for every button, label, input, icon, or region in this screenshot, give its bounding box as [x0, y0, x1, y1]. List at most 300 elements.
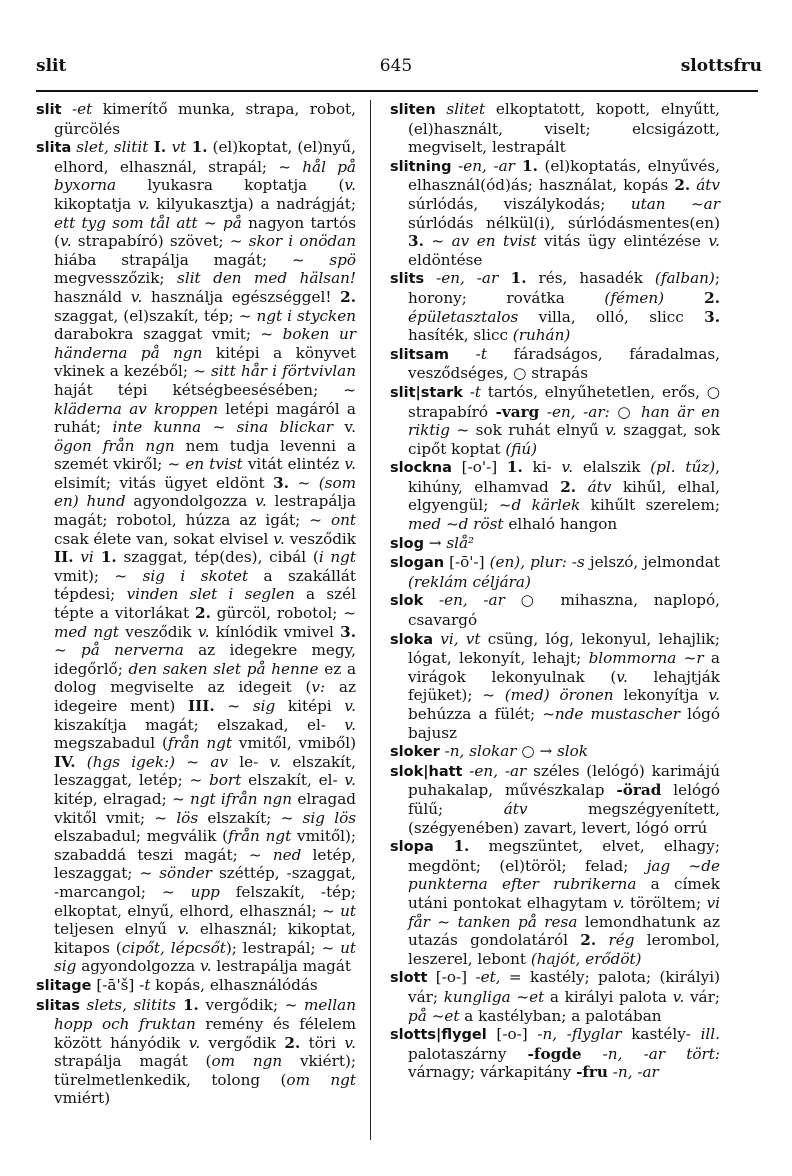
definition-text: ~ — [423, 232, 452, 251]
bold-marker: 3. — [704, 307, 720, 326]
definition-text: a címek utáni pontokat elhagytam — [408, 875, 720, 912]
italic-text: v. — [344, 697, 356, 715]
italic-text: av en tvist — [451, 232, 537, 251]
italic-text: v. — [344, 176, 356, 195]
italic-text: v. — [273, 529, 285, 548]
headword: slotts|flygel — [390, 1027, 487, 1044]
dictionary-entry — [390, 630, 720, 743]
dictionary-entry — [390, 762, 720, 837]
definition-text: csüng, lóg, lekonyul, lehajlik; lógat, lekonyít, lehajt; — [408, 629, 720, 668]
definition-text: megszégyenített, (szégyenében) zavart, levert, lógó orrú — [408, 799, 720, 837]
dictionary-entry — [390, 742, 720, 762]
definition-text: tartós, elnyűhetetlen, erős, ○ strapabíró — [408, 382, 720, 421]
definition-text: elkoptatott, kopott, elnyűtt, (el)használt, viselt; elcsigázott, megviselt, lestrapált — [408, 100, 720, 157]
definition-text: használd — [54, 287, 131, 306]
headword: sloka — [390, 631, 433, 648]
definition-text: kimerítő munka, strapa, robot, gürcölés — [54, 100, 356, 138]
definition-text: lehajtják fejüket); ~ — [408, 667, 720, 705]
definition-text: (el)koptatás, elnyűvés, elhasznál(ód)ás; használat, kopás — [408, 156, 720, 195]
bold-marker: 2. — [580, 931, 597, 950]
definition-text: lerombol, leszerel, lebont — [408, 931, 720, 968]
italic-text: boken ur händerna på ngn — [54, 325, 356, 362]
definition-text: vitát elintéz — [242, 455, 345, 474]
italic-text: -t — [139, 975, 151, 994]
bold-marker: 1. — [93, 548, 117, 567]
bold-marker: 3. — [408, 232, 424, 251]
definition-text: az idegekre megy, idegőrlő; — [54, 641, 356, 678]
italic-text: -en, -ar — [462, 761, 527, 780]
definition-text: elszakít, el- — [241, 771, 345, 790]
italic-text: blommorna ~r — [588, 649, 704, 668]
definition-text: agyondolgozza — [76, 957, 200, 976]
italic-text: épületasztalos — [408, 307, 519, 326]
definition-text — [76, 753, 87, 771]
headword: slogan — [390, 555, 445, 572]
definition-text: széles (lelógó) karimájú puhakalap, művészkalap — [408, 761, 720, 800]
italic-text: v. — [605, 421, 617, 440]
bold-marker: 2. — [284, 1033, 301, 1052]
headword: slok — [390, 593, 424, 610]
definition-text: vkiért); türelmetlenkedik, tolong ( — [54, 1052, 356, 1089]
italic-text: kungliga ~et — [443, 987, 545, 1006]
dictionary-entry — [36, 976, 356, 996]
dictionary-entry — [390, 100, 720, 157]
definition-text: lekonyítja — [613, 686, 709, 705]
definition-text: teljesen elnyű — [54, 920, 178, 939]
italic-text: (pl. tűz) — [650, 458, 716, 477]
bold-marker: 1. — [186, 138, 208, 157]
headword: slitning — [390, 158, 452, 175]
italic-text: om ngn — [211, 1052, 283, 1071]
italic-text: en tvist — [185, 455, 243, 474]
definition-text: strapabíró) szövet; ~ — [71, 232, 249, 251]
definition-text: fáradságos, fáradalmas, vesződséges, ○ strapás — [408, 344, 720, 383]
definition-text: elsimít; vitás ügyet eldönt — [54, 473, 274, 492]
definition-text: szaggat, tép(des), cibál ( — [116, 548, 319, 567]
definition-text: kopás, elhasználódás — [150, 975, 318, 994]
definition-text: haját tépi kétségbeesésében; ~ — [54, 380, 356, 399]
italic-text: från ngt — [167, 734, 233, 753]
definition-text: [-o-] — [486, 1025, 538, 1044]
definition-text: vmitől); szabaddá teszi magát; ~ — [54, 827, 356, 864]
definition-text: kastély- — [621, 1025, 701, 1044]
definition-text: ~ — [289, 473, 319, 492]
italic-text: slit den med hälsan! — [177, 269, 357, 288]
italic-text: i ngt — [318, 548, 356, 567]
italic-text: -s — [571, 553, 585, 572]
definition-text: = kastély; palota; (királyi) vár; — [408, 968, 720, 1006]
bold-marker: 3. — [340, 622, 357, 641]
dictionary-entry — [390, 345, 720, 383]
definition-text: elszakít; ~ — [198, 808, 303, 827]
definition-text: v. — [333, 418, 356, 437]
definition-text: → — [423, 533, 447, 552]
italic-text: vt — [171, 138, 187, 157]
bold-marker: III. — [188, 697, 215, 715]
italic-text: slok — [557, 742, 588, 761]
bold-marker: IV. — [54, 752, 76, 771]
italic-text: hål på byxorna — [54, 157, 356, 195]
definition-text: [-ā'š] — [91, 975, 140, 994]
definition-text: behúzza a fülét; — [408, 705, 543, 723]
headword: slits — [390, 271, 425, 288]
italic-text: spö — [329, 250, 356, 269]
right-column — [390, 100, 720, 1082]
italic-text: v. — [130, 287, 143, 306]
definition-text: várnagy; várkapitány — [408, 1063, 577, 1082]
definition-text: vmitől, vmiből) — [232, 734, 356, 753]
bold-marker: -fogde — [527, 1044, 582, 1063]
definition-text: [-o-] — [427, 968, 476, 987]
definition-text: remény és félelem között hányódik — [54, 1015, 357, 1052]
bold-marker: -fru — [576, 1063, 608, 1082]
italic-text: (med) öronen — [504, 686, 614, 705]
definition-text: csak élete van, sokat elvisel — [54, 529, 274, 548]
italic-text: (hgs igek:) — [86, 752, 176, 771]
headword: slott — [390, 970, 428, 987]
definition-text: a szél tépte a vitorlákat — [54, 585, 356, 623]
italic-text: v. — [672, 987, 685, 1006]
italic-text: v. — [269, 752, 282, 771]
italic-text: ett tyg som tål att ~ på — [54, 213, 242, 232]
definition-text: szaggat, (el)szakít, tép; ~ — [54, 306, 257, 325]
italic-text: (falban) — [654, 269, 715, 288]
italic-text: -n, -ar — [607, 1063, 659, 1082]
definition-text: ez a dolog megviselte az idegeit ( — [54, 659, 356, 697]
dictionary-entry — [390, 157, 720, 270]
italic-text: inte kunna ~ sina blickar — [112, 418, 333, 437]
italic-text: sig i skotet — [142, 566, 249, 585]
italic-text: (reklám céljára) — [408, 572, 531, 591]
definition-text: darabokra szaggat vmit; ~ — [54, 325, 283, 344]
italic-text: -n, -ar — [581, 1044, 666, 1063]
italic-text: ~d kärlek — [498, 496, 581, 515]
italic-text: kläderna av kroppen — [54, 399, 218, 418]
bold-marker: 2. — [560, 477, 577, 496]
italic-text: lös — [176, 808, 199, 827]
italic-text: vi — [80, 548, 94, 567]
italic-text: ngt i stycken — [256, 306, 356, 325]
italic-text: v. — [344, 455, 356, 474]
definition-text: strapálja magát ( — [54, 1052, 212, 1071]
italic-text: slitet — [435, 100, 486, 118]
definition-text — [576, 478, 588, 496]
dictionary-entry — [390, 968, 720, 1025]
italic-text: -t — [462, 382, 481, 401]
bold-marker: 1. — [506, 458, 523, 477]
italic-text: -et — [61, 100, 93, 118]
headword: slit — [36, 102, 62, 118]
italic-text: ont — [330, 511, 356, 530]
italic-text: rég — [608, 931, 635, 950]
definition-text: kínlódik vmivel — [209, 622, 341, 641]
headword: slitas — [36, 997, 80, 1014]
italic-text: sig lös — [302, 808, 357, 827]
definition-text: a virágok lekonyulnak ( — [408, 649, 720, 686]
definition-text: letépi magáról a ruhát; — [54, 399, 356, 437]
definition-text: eldöntése — [408, 250, 483, 269]
headword: slita — [36, 140, 72, 157]
italic-text: sitt hår i förtvivlan — [210, 362, 356, 381]
definition-text: ~ — [214, 697, 253, 715]
italic-text: (en), plur: — [489, 553, 567, 572]
definition-text: vergődik — [200, 1033, 285, 1052]
definition-text: ; horony; rovátka — [408, 269, 720, 307]
definition-text: kitépi a könyvet vkinek a kezéből; ~ — [54, 343, 356, 381]
definition-text: letép, leszaggat; ~ — [54, 845, 356, 883]
bold-marker: 2. — [674, 176, 691, 195]
italic-text: v. — [708, 686, 720, 705]
definition-text: lógó bajusz — [408, 705, 720, 742]
italic-text: utan ~ar — [630, 194, 720, 213]
italic-text: skor i onödan — [248, 232, 356, 251]
italic-text: tört: — [686, 1044, 720, 1063]
italic-text: v. — [59, 232, 72, 251]
bold-marker: II. — [54, 548, 74, 567]
dictionary-entry — [390, 383, 720, 458]
definition-text: a szakállát tépdesi; — [54, 566, 356, 604]
definition-text: súrlódás, viszálykodás; — [408, 194, 631, 213]
definition-text: hasíték, slicc — [408, 326, 513, 345]
definition-text: súrlódás nélkül(i), súrlódásmentes(en) — [408, 213, 720, 232]
italic-text: ill. — [700, 1025, 720, 1044]
bold-marker: 3. — [273, 473, 289, 492]
italic-text: v. — [177, 920, 190, 939]
definition-text: a királyi palota — [544, 987, 673, 1006]
italic-text: (fiú) — [505, 439, 538, 458]
italic-text: (fémen) — [604, 288, 665, 307]
italic-text: av — [210, 752, 228, 771]
definition-text: ki- — [522, 458, 562, 477]
definition-text: elszabadul; megválik ( — [54, 827, 229, 846]
definition-text: palotaszárny — [408, 1044, 528, 1063]
definition-text: hiába strapálja magát; ~ — [54, 250, 330, 269]
definition-text: vitás ügy elintézése — [536, 232, 709, 251]
definition-text: rés, hasadék — [526, 269, 655, 288]
italic-text: vi får ~ tanken på resa — [408, 893, 721, 931]
italic-text: v. — [612, 893, 625, 912]
italic-text: med ngt — [54, 622, 119, 641]
dictionary-entry — [390, 1025, 720, 1082]
definition-text: elragad vkitől vmit; ~ — [54, 789, 356, 827]
italic-text: bort — [209, 771, 242, 790]
definition-text: nem tudja levenni a szemét vkiről; ~ — [54, 436, 356, 474]
definition-text: jelszó, jelmondat — [584, 553, 720, 572]
italic-text: -t — [449, 344, 487, 363]
italic-text: v. — [708, 232, 720, 251]
definition-text: megszabadul ( — [54, 734, 168, 753]
definition-text: villa, olló, slicc — [518, 307, 705, 326]
italic-text: om ngt — [286, 1070, 356, 1089]
definition-text: szaggat, sok cipőt koptat — [408, 421, 721, 458]
italic-text: -n, slokar — [439, 742, 517, 761]
page-number: 645 — [379, 56, 413, 76]
definition-text: elhaló hangon — [503, 515, 618, 534]
definition-text: ~ — [54, 641, 82, 660]
italic-text: v: — [311, 678, 326, 697]
headword: slog — [390, 535, 424, 552]
definition-text: kitépi — [275, 697, 345, 715]
dictionary-entry — [390, 534, 720, 554]
headword: sloker — [390, 744, 440, 761]
italic-text: slets, slitits — [79, 995, 176, 1014]
italic-text: upp — [190, 882, 220, 901]
definition-text: nagyon tartós ( — [54, 213, 356, 251]
column-divider — [370, 100, 371, 1140]
italic-text: v. — [344, 1033, 356, 1052]
dictionary-entry — [36, 100, 356, 138]
definition-text: ); lestrapál; ~ — [225, 938, 341, 957]
bold-marker: 1. — [498, 269, 527, 288]
headword: sliten — [390, 102, 436, 118]
definition-text: [-ō'-] — [444, 553, 490, 572]
bold-marker: 1. — [433, 837, 470, 856]
dictionary-entry — [390, 553, 720, 591]
italic-text: -en, -ar — [423, 591, 505, 610]
italic-text: v. — [199, 957, 212, 976]
header-rule — [36, 90, 758, 92]
italic-text: han är en riktig ~ — [408, 402, 720, 440]
headword: slitsam — [390, 346, 450, 363]
italic-text: slå² — [446, 533, 475, 552]
definition-text: kikoptatja — [54, 194, 139, 213]
bold-marker: 1. — [514, 156, 538, 175]
italic-text: sig — [252, 697, 276, 715]
italic-text: från ngt — [228, 827, 292, 846]
bold-marker: 2. — [340, 287, 356, 306]
headword: slitage — [36, 977, 92, 994]
italic-text: den saken slet på henne — [128, 659, 319, 678]
definition-text: ~ — [175, 752, 211, 771]
italic-text: v. — [616, 667, 628, 686]
italic-text: sönder — [159, 864, 212, 883]
bold-marker: I. — [148, 138, 172, 157]
definition-text: lyukasra koptatja ( — [116, 176, 345, 195]
italic-text: -en, -ar — [424, 269, 499, 288]
headword: slopa — [390, 839, 434, 856]
dictionary-entry — [390, 458, 720, 533]
dictionary-entry — [36, 138, 356, 976]
definition-text: ○ → — [516, 742, 557, 761]
italic-text: ngt ifrån ngn — [190, 789, 293, 808]
italic-text: -n, -flyglar — [537, 1025, 622, 1044]
bold-marker: 2. — [664, 288, 720, 307]
definition-text: kiszakítja magát; elszakad, el- — [54, 715, 345, 734]
definition-text: elszakít, leszaggat, letép; ~ — [54, 752, 357, 790]
definition-text: megvesszőzik; — [54, 269, 178, 288]
italic-text: jag ~de punkterna efter rubrikerna — [408, 856, 720, 894]
definition-text: elalszik — [573, 458, 651, 477]
italic-text: (som en) hund — [54, 473, 356, 511]
definition-text: sok ruhát elnyű — [469, 421, 606, 440]
bold-marker: 1. — [175, 995, 199, 1014]
definition-text: széttép, -szaggat, -marcangol; ~ — [54, 864, 356, 901]
italic-text: ögon från ngn — [54, 436, 175, 455]
header-left-guide-word: slit — [36, 56, 67, 76]
italic-text: vinden slet i seglen — [126, 585, 295, 604]
italic-text: (hajót, erődöt) — [530, 949, 642, 968]
definition-text: , kihúny, elhamvad — [408, 458, 720, 496]
italic-text: mellan hopp och fruktan — [54, 995, 356, 1034]
italic-text: med ~d röst — [408, 515, 504, 534]
definition-text: lemondhatunk az utazás gondolatáról — [408, 912, 720, 950]
italic-text: cipőt, lépcsőt — [121, 938, 226, 957]
dictionary-entry — [390, 591, 720, 629]
definition-text: az idegeire ment) — [54, 678, 356, 715]
italic-text: átv — [696, 176, 720, 195]
definition-text — [596, 931, 608, 949]
definition-text: lestrapálja magát; robotol, húzza az igát; ~ — [54, 492, 356, 530]
italic-text: slet, slitit — [71, 138, 149, 157]
italic-text: ut sig — [54, 938, 357, 976]
italic-text: v. — [197, 622, 210, 641]
definition-text: használja egészséggel! — [142, 287, 341, 306]
italic-text: ~nde mustascher — [542, 705, 680, 723]
definition-text: vár; — [684, 987, 720, 1006]
italic-text: ned — [272, 845, 302, 864]
definition-text: gürcöl, robotol; ~ — [210, 604, 356, 623]
headword: slok|hatt — [390, 763, 463, 780]
definition-text: lelógó fülű; — [408, 781, 720, 818]
header-right-guide-word: slottsfru — [680, 56, 762, 76]
italic-text: v. — [255, 492, 267, 511]
definition-text: agyondolgozza — [125, 492, 256, 511]
definition-text: vesződik — [284, 529, 356, 548]
definition-text: megszüntet, elvet, elhagy; megdönt; (el)töröl; felad; — [408, 837, 720, 875]
italic-text: v. — [344, 715, 356, 734]
definition-text: le- — [227, 752, 270, 771]
definition-text: vergődik; ~ — [198, 995, 305, 1014]
dictionary-entry — [36, 996, 356, 1109]
definition-text: a kastélyban; a palotában — [459, 1006, 662, 1025]
italic-text: v. — [561, 458, 574, 477]
definition-text: kihűl, elhal, elgyengül; — [408, 477, 721, 515]
definition-text: vmiért) — [54, 1089, 111, 1108]
definition-text: kitép, elragad; ~ — [54, 789, 191, 808]
definition-text — [665, 1045, 686, 1063]
italic-text: på nerverna — [81, 641, 184, 660]
italic-text: átv — [587, 477, 612, 496]
dictionary-entry — [390, 269, 720, 344]
italic-text: v. — [188, 1033, 201, 1052]
bold-marker: -örad — [616, 781, 662, 800]
headword: slockna — [390, 460, 452, 477]
definition-text: ○ — [609, 402, 642, 421]
italic-text: -en, -ar — [451, 156, 515, 175]
bold-marker: 2. — [195, 604, 211, 623]
left-column — [36, 100, 356, 1108]
definition-text: kihűlt szerelem; — [580, 496, 720, 515]
dictionary-entry — [390, 837, 720, 968]
definition-text: (el)koptat, (el)nyű, elhord, elhasznál, strapál; ~ — [54, 138, 356, 176]
definition-text: töröltem; — [624, 893, 707, 912]
definition-text: elhasznál; kikoptat, kitapos ( — [54, 920, 356, 957]
definition-text: vesződik — [119, 622, 198, 641]
italic-text: på ~et — [408, 1006, 460, 1025]
italic-text: ut — [340, 901, 356, 920]
italic-text: v. — [138, 194, 150, 213]
italic-text: v. — [344, 771, 356, 790]
italic-text: vi, vt — [433, 629, 481, 648]
definition-text: töri — [300, 1033, 345, 1052]
definition-text: vmit); ~ — [54, 566, 143, 585]
italic-text: átv — [503, 799, 528, 818]
definition-text: lestrapálja magát — [211, 957, 352, 976]
italic-text: -en, -ar: — [539, 402, 610, 421]
bold-marker: -varg — [495, 402, 540, 421]
definition-text: kilyukasztja) a nadrágját; — [149, 194, 356, 213]
definition-text: ○ mihaszna, naplopó, csavargó — [408, 591, 720, 630]
